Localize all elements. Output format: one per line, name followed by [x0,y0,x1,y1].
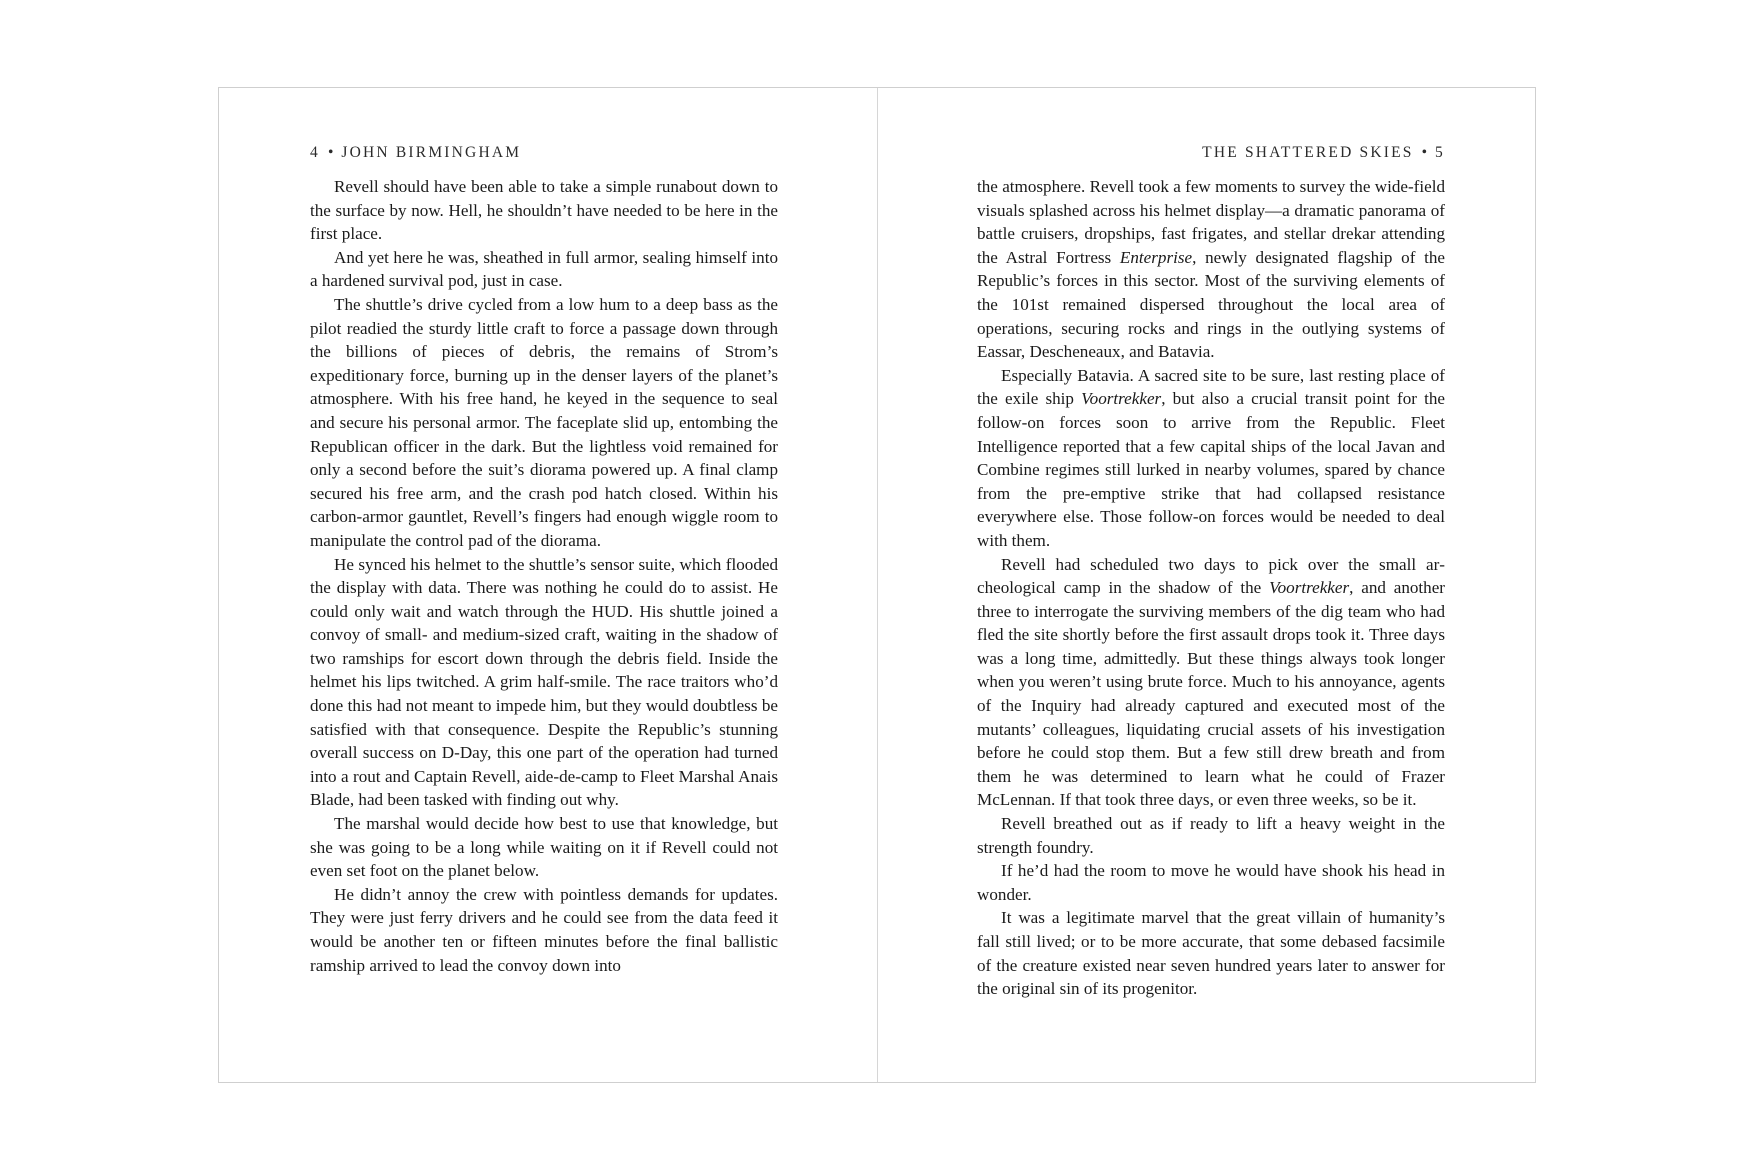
paragraph: He didn’t annoy the crew with pointless demands for updates. They were just ferry drivers and he could see from the data feed it would be another ten or fifteen minutes before the final ballistic ramship arrived to lead the convoy down into [310,884,778,975]
right-running-head [1202,144,1445,162]
paragraph: And yet here he was, sheathed in full armor, sealing himself into a hardened survival pod, just in case. [310,247,778,291]
paragraph: If he’d had the room to move he would have shook his head in wonder. [977,861,1445,904]
author-name: JOHN BIRMINGHAM [341,144,522,161]
paragraph-continued: the atmosphere. Revell took a few moments to survey the wide-field visuals splashed across his helmet display—a dramatic panorama of battle cruisers, dropships, fast frigates, and stellar drekar attending the Astral Fortress Enterprise, newly designated flagship of the Republic’s forces in this sector. Most of the surviving elements of the 101st remained dispersed throughout the local area of operations, securing rocks and rings in the outlying systems of Eassar, Descheneaux, and Batavia. [977,177,1445,362]
book-spread [218,87,1536,1083]
right-page-number: 5 [1435,144,1445,161]
paragraph: The shuttle’s drive cycled from a low hum to a deep bass as the pilot readied the sturdy little craft to force a passage down through the billions of pieces of debris, the remains of Strom’s expeditionary force, burning up in the denser layers of the planet’s atmosphere. With his free hand, he keyed in the sequence to seal and secure his personal armor. The faceplate slid up, entombing the Republican officer in the dark. But the lightless void remained for only a second before the suit’s diorama powered up. A final clamp secured his free arm, and the crash pod hatch closed. Within his carbon-armor gauntlet, Revell’s fingers had enough wiggle room to manipulate the control pad of the diorama. [310,294,778,550]
right-page [878,88,1536,1082]
right-body-text [977,175,1445,1001]
left-body-text [310,175,778,977]
left-page [219,88,877,1082]
paragraph: Revell should have been able to take a simple runabout down to the surface by now. Hell, he shouldn’t have needed to be here in the first place. [310,177,778,244]
ship-name: Voortrekker [1081,389,1162,409]
paragraph: Revell breathed out as if ready to lift a heavy weight in the strength foundry. [977,814,1445,857]
paragraph: It was a legitimate marvel that the great villain of humanity’s fall still lived; or to be more accurate, that some debased facsimile of the creature existed near seven hundred years later to answer for the original sin of its progenitor. [977,908,1445,999]
left-page-number: 4 [310,144,320,161]
paragraph: Revell had scheduled two days to pick over the small archeological camp in the shadow of the Voortrekker, and another three to interrogate the surviving members of the dig team who had fled the site shortly before the first assault drops took it. Three days was a long time, admittedly. But these things always took longer when you weren’t using brute force. Much to his annoyance, agents of the Inquiry had already captured and executed most of the mutants’ colleagues, liquidating crucial assets of his investigation before he could stop them. But a few still drew breath and from them he was determined to learn what he could of Frazer McLennan. If that took three days, or even three weeks, so be it. [977,554,1445,810]
paragraph: The marshal would decide how best to use that knowledge, but she was going to be a long while waiting on it if Revell could not even set foot on the planet below. [310,814,778,881]
book-title: THE SHATTERED SKIES [1202,144,1414,161]
left-running-head [310,144,521,162]
ship-name: Enterprise [1119,247,1193,267]
left-head-separator: • [327,144,334,161]
paragraph: He synced his helmet to the shuttle’s sensor suite, which flooded the display with data. There was nothing he could do to assist. He could only wait and watch through the HUD. His shuttle joined a convoy of small- and medium-sized craft, waiting in the shadow of two ramships for escort down through the debris field. Inside the helmet his lips twitched. A grim half-smile. The race traitors who’d done this had not meant to impede him, but they would doubtless be satisfied with that consequence. Despite the Republic’s stunning overall success on D-Day, this one part of the operation had turned into a rout and Captain Revell, aide-de-camp to Fleet Marshal Anais Blade, had been tasked with finding out why. [310,554,778,810]
ship-name: Voortrekker [1269,578,1350,598]
paragraph: Especially Batavia. A sacred site to be sure, last resting place of the exile ship Voortrekker, but also a crucial transit point for the follow-on forces soon to arrive from the Republic. Fleet Intelligence reported that a few capital ships of the local Javan and Combine regimes still lurked in nearby volumes, spared by chance from the pre-emptive strike that had collapsed resistance everywhere else. Those follow-on forces would be needed to deal with them. [977,365,1445,550]
right-head-separator: • [1421,144,1428,161]
